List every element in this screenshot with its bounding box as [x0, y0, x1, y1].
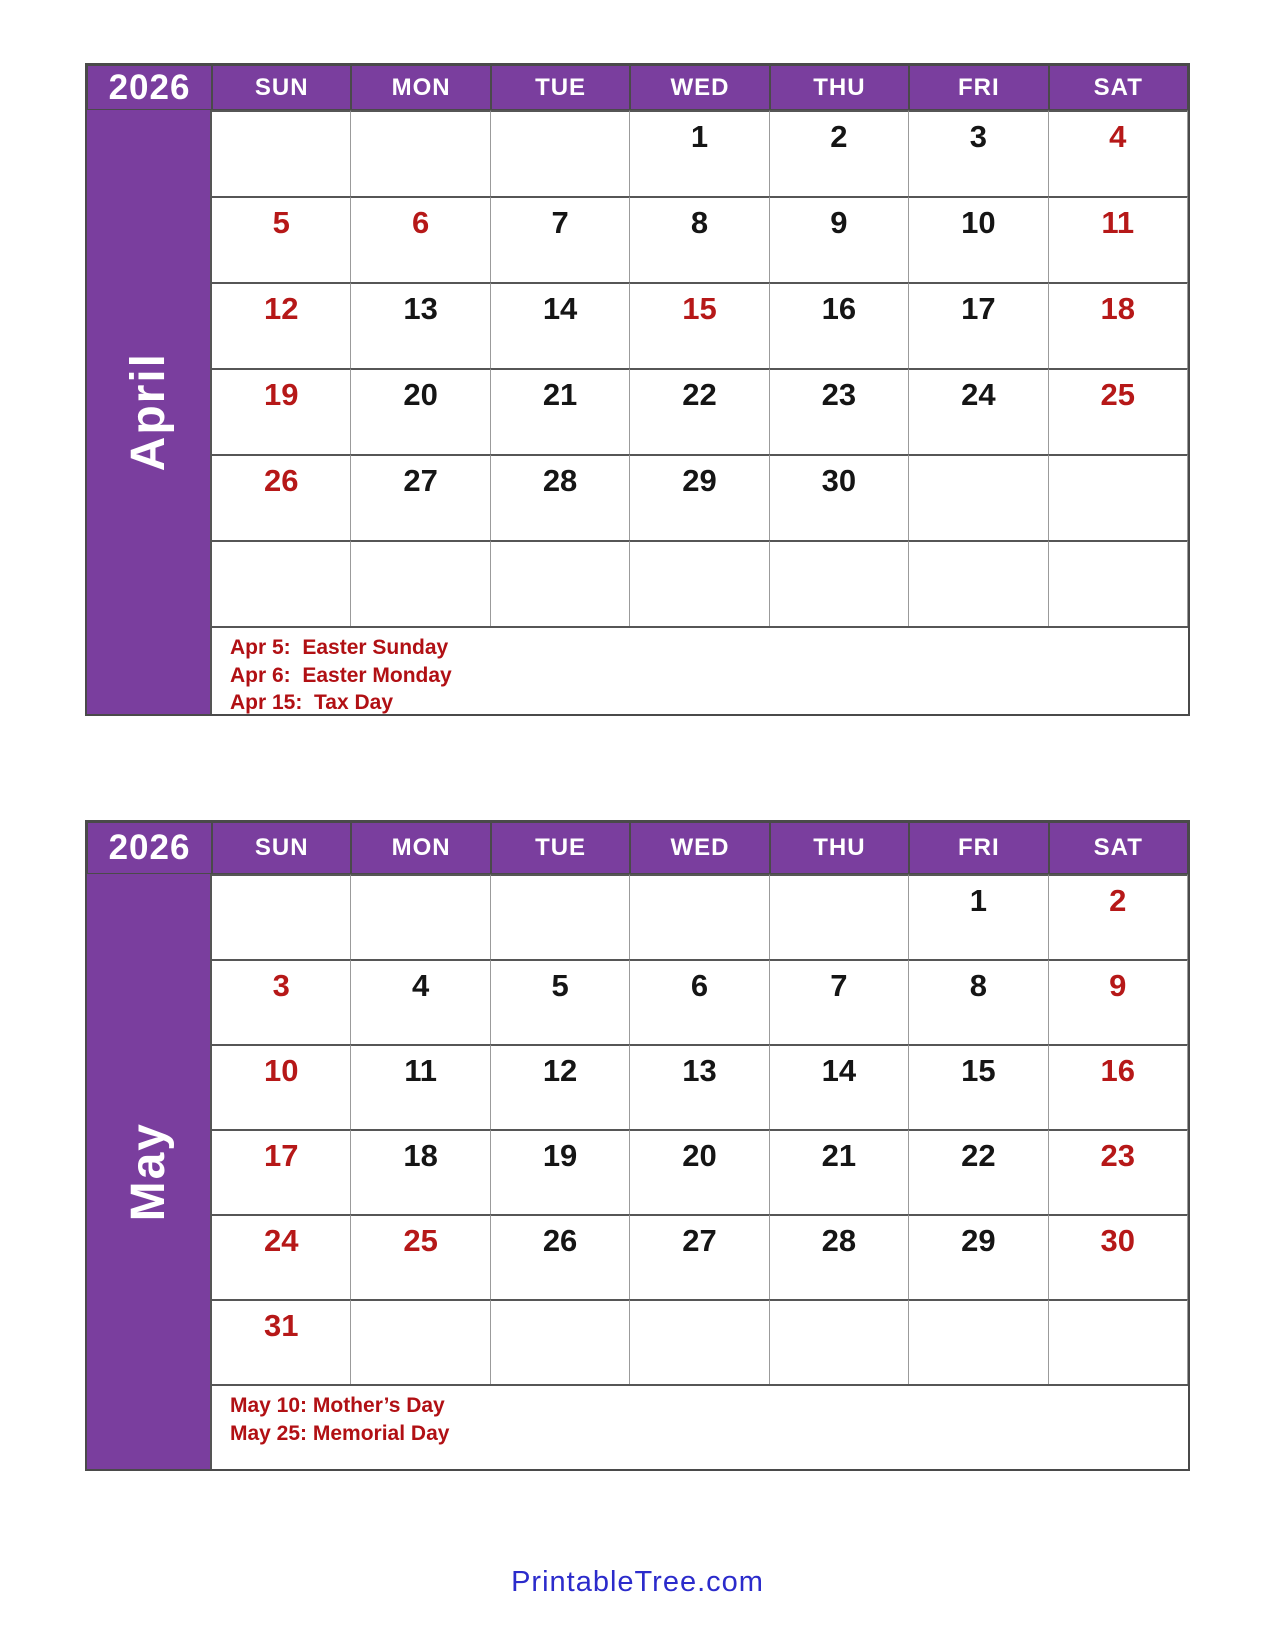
- empty-date-cell: [212, 540, 351, 626]
- date-cell-1: 1: [630, 110, 769, 196]
- date-cell-17: 17: [212, 1129, 351, 1214]
- day-header-thu: THU: [770, 822, 909, 874]
- date-cell-28: 28: [491, 454, 630, 540]
- date-cell-21: 21: [770, 1129, 909, 1214]
- calendar-may: [85, 820, 1190, 1471]
- date-cell-24: 24: [909, 368, 1048, 454]
- date-cell-10: 10: [909, 196, 1048, 282]
- empty-date-cell: [630, 540, 769, 626]
- day-header-wed: WED: [630, 65, 769, 110]
- day-header-sun: SUN: [212, 822, 351, 874]
- footer-site-link: PrintableTree.com: [511, 1566, 764, 1598]
- empty-date-cell: [351, 874, 490, 959]
- date-cell-11: 11: [351, 1044, 490, 1129]
- date-cell-15: 15: [630, 282, 769, 368]
- empty-date-cell: [909, 540, 1048, 626]
- day-header-fri: FRI: [909, 822, 1048, 874]
- date-cell-18: 18: [351, 1129, 490, 1214]
- date-cell-4: 4: [351, 959, 490, 1044]
- date-cell-22: 22: [909, 1129, 1048, 1214]
- holiday-item: May 25: Memorial Day: [230, 1421, 450, 1445]
- empty-date-cell: [351, 1299, 490, 1384]
- date-cell-20: 20: [630, 1129, 769, 1214]
- empty-date-cell: [630, 874, 769, 959]
- date-cell-19: 19: [491, 1129, 630, 1214]
- month-sidebar: [87, 874, 212, 1469]
- holiday-list: [212, 626, 1188, 714]
- empty-date-cell: [909, 454, 1048, 540]
- date-cell-6: 6: [630, 959, 769, 1044]
- empty-date-cell: [351, 540, 490, 626]
- date-cell-27: 27: [351, 454, 490, 540]
- empty-date-cell: [630, 1299, 769, 1384]
- holiday-item: May 10: Mother’s Day: [230, 1394, 445, 1417]
- empty-date-cell: [491, 1299, 630, 1384]
- day-header-fri: FRI: [909, 65, 1048, 110]
- year-label: 2026: [87, 65, 212, 110]
- date-cell-2: 2: [770, 110, 909, 196]
- date-cell-7: 7: [770, 959, 909, 1044]
- date-cell-16: 16: [1049, 1044, 1188, 1129]
- empty-date-cell: [491, 874, 630, 959]
- date-cell-30: 30: [770, 454, 909, 540]
- date-cell-14: 14: [770, 1044, 909, 1129]
- month-label: April: [122, 352, 175, 472]
- date-cell-6: 6: [351, 196, 490, 282]
- year-label: 2026: [87, 822, 212, 874]
- empty-date-cell: [909, 1299, 1048, 1384]
- date-cell-3: 3: [212, 959, 351, 1044]
- date-cell-21: 21: [491, 368, 630, 454]
- empty-date-cell: [491, 110, 630, 196]
- date-cell-10: 10: [212, 1044, 351, 1129]
- holiday-item: Apr 5: Easter Sunday: [230, 636, 449, 659]
- day-header-tue: TUE: [491, 822, 630, 874]
- empty-date-cell: [1049, 454, 1188, 540]
- date-cell-27: 27: [630, 1214, 769, 1299]
- date-cell-20: 20: [351, 368, 490, 454]
- date-cell-3: 3: [909, 110, 1048, 196]
- date-cell-19: 19: [212, 368, 351, 454]
- day-header-sat: SAT: [1049, 822, 1188, 874]
- day-header-mon: MON: [351, 822, 490, 874]
- date-cell-5: 5: [212, 196, 351, 282]
- date-cell-5: 5: [491, 959, 630, 1044]
- date-cell-30: 30: [1049, 1214, 1188, 1299]
- date-cell-9: 9: [1049, 959, 1188, 1044]
- empty-date-cell: [212, 110, 351, 196]
- date-cell-8: 8: [630, 196, 769, 282]
- holiday-item: Apr 15: Tax Day: [230, 691, 394, 715]
- empty-date-cell: [770, 540, 909, 626]
- date-cell-25: 25: [351, 1214, 490, 1299]
- date-cell-1: 1: [909, 874, 1048, 959]
- date-cell-22: 22: [630, 368, 769, 454]
- empty-date-cell: [1049, 540, 1188, 626]
- date-cell-11: 11: [1049, 196, 1188, 282]
- calendar-april: [85, 63, 1190, 716]
- day-header-sun: SUN: [212, 65, 351, 110]
- date-cell-15: 15: [909, 1044, 1048, 1129]
- date-cell-7: 7: [491, 196, 630, 282]
- day-header-thu: THU: [770, 65, 909, 110]
- date-cell-28: 28: [770, 1214, 909, 1299]
- empty-date-cell: [770, 874, 909, 959]
- day-header-tue: TUE: [491, 65, 630, 110]
- month-label: May: [122, 1121, 175, 1222]
- date-cell-4: 4: [1049, 110, 1188, 196]
- day-header-wed: WED: [630, 822, 769, 874]
- date-cell-29: 29: [909, 1214, 1048, 1299]
- date-cell-17: 17: [909, 282, 1048, 368]
- date-cell-23: 23: [1049, 1129, 1188, 1214]
- date-cell-31: 31: [212, 1299, 351, 1384]
- date-cell-12: 12: [491, 1044, 630, 1129]
- date-cell-8: 8: [909, 959, 1048, 1044]
- empty-date-cell: [770, 1299, 909, 1384]
- day-header-sat: SAT: [1049, 65, 1188, 110]
- date-cell-23: 23: [770, 368, 909, 454]
- empty-date-cell: [351, 110, 490, 196]
- date-cell-2: 2: [1049, 874, 1188, 959]
- date-cell-13: 13: [630, 1044, 769, 1129]
- date-cell-29: 29: [630, 454, 769, 540]
- date-cell-13: 13: [351, 282, 490, 368]
- empty-date-cell: [212, 874, 351, 959]
- date-cell-25: 25: [1049, 368, 1188, 454]
- empty-date-cell: [1049, 1299, 1188, 1384]
- empty-date-cell: [491, 540, 630, 626]
- holiday-list: [212, 1384, 1188, 1469]
- date-cell-14: 14: [491, 282, 630, 368]
- holiday-item: Apr 6: Easter Monday: [230, 663, 452, 687]
- date-cell-16: 16: [770, 282, 909, 368]
- date-cell-26: 26: [212, 454, 351, 540]
- date-cell-26: 26: [491, 1214, 630, 1299]
- date-cell-9: 9: [770, 196, 909, 282]
- day-header-mon: MON: [351, 65, 490, 110]
- date-cell-24: 24: [212, 1214, 351, 1299]
- date-cell-18: 18: [1049, 282, 1188, 368]
- month-sidebar: [87, 110, 212, 714]
- date-cell-12: 12: [212, 282, 351, 368]
